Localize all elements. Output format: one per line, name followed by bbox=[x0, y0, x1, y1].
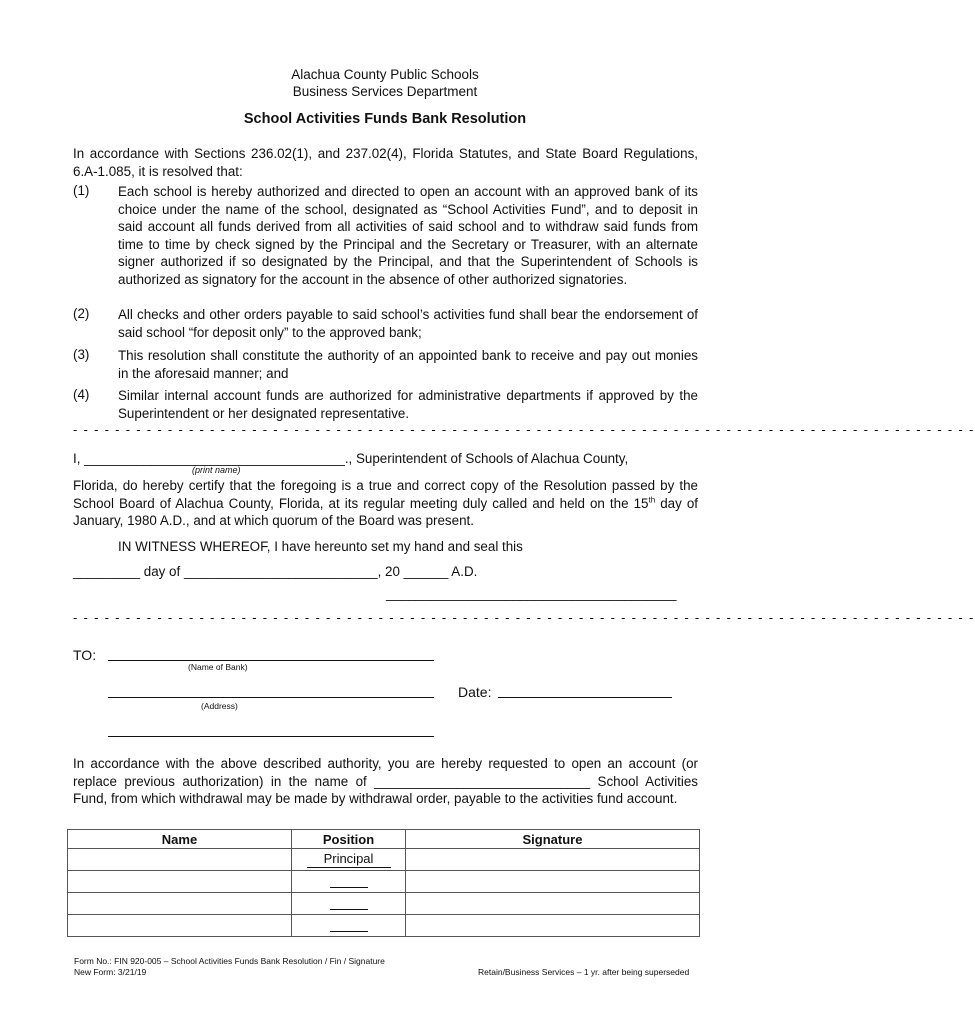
name-cell[interactable] bbox=[68, 871, 292, 893]
date-field[interactable] bbox=[498, 697, 672, 698]
principal-position: Principal bbox=[307, 851, 391, 868]
to-label: TO: bbox=[73, 647, 97, 663]
separator: - - - - - - - - - - - - - - - - - - - - - - - - - - - - - - - - - - - - - - - - - - - - - - - - - - - - - - - - - - - - - - - - - - - - - - - - - - - - - - - - - - - - - - bbox=[73, 422, 975, 437]
certification-text-end: day of January, 1980 A.D., and at which quorum of the Board was present. bbox=[73, 495, 698, 528]
position-blank bbox=[330, 917, 368, 932]
retention-note: Retain/Business Services – 1 yr. after being superseded bbox=[478, 967, 690, 977]
item-number: (1) bbox=[73, 183, 90, 198]
position-cell bbox=[292, 849, 406, 871]
signature-cell[interactable] bbox=[406, 915, 700, 937]
item-text: Similar internal account funds are authorized for administrative departments if approved by the Superintendent or her designated representative. bbox=[118, 388, 698, 421]
witness-statement: IN WITNESS WHEREOF, I have hereunto set my hand and seal this bbox=[118, 539, 523, 554]
ordinal-suffix: th bbox=[648, 495, 656, 505]
position-cell[interactable] bbox=[292, 893, 406, 915]
item-number: (4) bbox=[73, 387, 90, 402]
position-blank bbox=[330, 895, 368, 910]
item-number: (3) bbox=[73, 347, 90, 362]
position-column-header: Position bbox=[292, 830, 406, 849]
school-name-blank[interactable]: _____________________________ bbox=[374, 773, 591, 789]
department-name: Business Services Department bbox=[292, 84, 478, 99]
print-name-label: (print name) bbox=[192, 465, 241, 475]
table-row bbox=[68, 871, 700, 893]
item-text: All checks and other orders payable to said school’s activities fund shall bear the endorsement of said school “for deposit only” to the approved bank; bbox=[118, 307, 698, 340]
address-label: (Address) bbox=[201, 701, 238, 711]
name-cell[interactable] bbox=[68, 893, 292, 915]
name-cell[interactable] bbox=[68, 849, 292, 871]
signature-cell[interactable] bbox=[406, 871, 700, 893]
intro-paragraph: In accordance with Sections 236.02(1), and 237.02(4), Florida Statutes, and State Board Regulations, 6.A-1.085, it is resolved that: bbox=[73, 146, 698, 179]
form-number: Form No.: FIN 920-005 – School Activities Funds Bank Resolution / Fin / Signature bbox=[74, 956, 385, 966]
bank-address-field-2[interactable] bbox=[108, 736, 434, 737]
position-cell[interactable] bbox=[292, 915, 406, 937]
bank-name-field[interactable] bbox=[108, 660, 434, 661]
signature-cell[interactable] bbox=[406, 893, 700, 915]
name-cell[interactable] bbox=[68, 915, 292, 937]
signatories-table bbox=[67, 829, 700, 937]
position-cell[interactable] bbox=[292, 871, 406, 893]
certification-text: Florida, do hereby certify that the foregoing is a true and correct copy of the Resolution passed by the School Board of Alachua County, Florida, at its regular meeting duly called and held on the 15 bbox=[73, 478, 698, 511]
new-form-date: New Form: 3/21/19 bbox=[74, 967, 147, 977]
certify-name-line: I, ___________________________________., Superintendent of Schools of Alachua County, bbox=[73, 451, 629, 466]
separator: - - - - - - - - - - - - - - - - - - - - - - - - - - - - - - - - - - - - - - - - - - - - - - - - - - - - - - - - - - - - - - - - - - - - - - - - - - - - - - - - - - - - - - bbox=[73, 610, 975, 625]
item-text: This resolution shall constitute the authority of an appointed bank to receive and pay out monies in the aforesaid manner; and bbox=[118, 348, 698, 381]
name-column-header: Name bbox=[68, 830, 292, 849]
request-text-end: School Activities Fund, from which withdrawal may be made by withdrawal order, payable to the activities fund account. bbox=[73, 773, 698, 806]
date-line: _________ day of __________________________, 20 ______ A.D. bbox=[73, 564, 478, 579]
table-row bbox=[68, 893, 700, 915]
date-label: Date: bbox=[458, 684, 492, 700]
item-text: Each school is hereby authorized and directed to open an account with an approved bank of its choice under the name of the school, designated as “School Activities Fund”, and to deposit in said account all funds derived from all activities of said school and to withdraw said funds from time to time by check signed by the Principal and the Secretary or Treasurer, with an alternate signer authorized if so designated by the Principal, and that the Superintendent of Schools is authorized as signatory for the account in the absence of other authorized signatories. bbox=[118, 184, 698, 287]
signature-line: _______________________________________ bbox=[386, 586, 677, 601]
table-row bbox=[68, 849, 700, 871]
request-text: In accordance with the above described authority, you are hereby requested to open an account (or replace previous authorization) in the name of bbox=[73, 756, 698, 789]
certification-paragraph bbox=[73, 477, 698, 530]
bank-name-label: (Name of Bank) bbox=[188, 662, 248, 672]
bank-address-field[interactable] bbox=[108, 697, 434, 698]
document-title: School Activities Funds Bank Resolution bbox=[243, 111, 527, 127]
table-row bbox=[68, 915, 700, 937]
item-number: (2) bbox=[73, 306, 90, 321]
request-paragraph bbox=[73, 755, 698, 808]
position-blank bbox=[330, 873, 368, 888]
signature-cell[interactable] bbox=[406, 849, 700, 871]
org-name: Alachua County Public Schools bbox=[291, 67, 479, 82]
table-header-row bbox=[68, 830, 700, 849]
signature-column-header: Signature bbox=[406, 830, 700, 849]
